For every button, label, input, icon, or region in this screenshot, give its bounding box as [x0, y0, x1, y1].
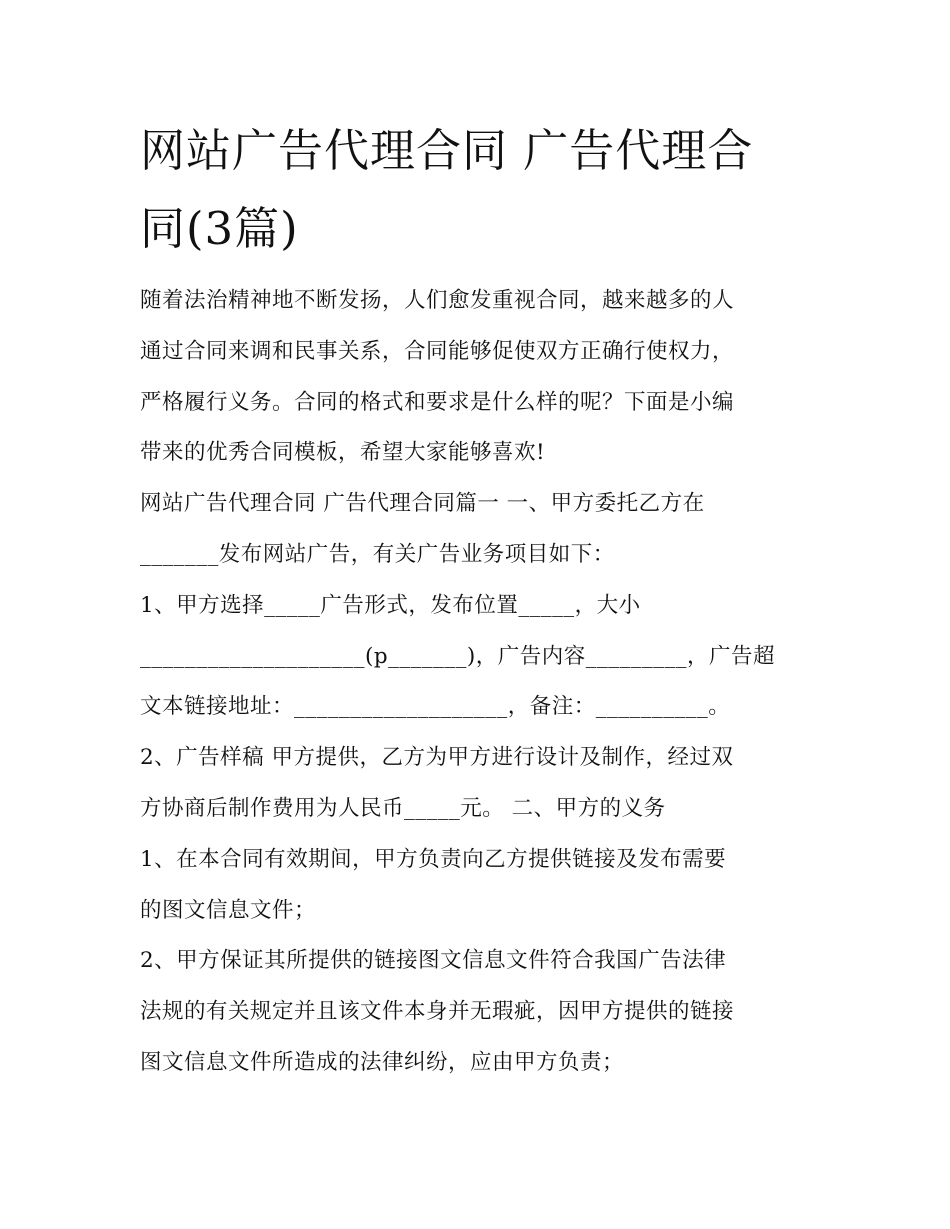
- title-line: 同(3篇): [140, 202, 299, 255]
- body-line: 严格履行义务。合同的格式和要求是什么样的呢？下面是小编: [140, 389, 735, 415]
- document-body: [140, 276, 830, 1089]
- body-line: 1、在本合同有效期间，甲方负责向乙方提供链接及发布需要: [140, 846, 727, 872]
- body-line: 法规的有关规定并且该文件本身并无瑕疵，因甲方提供的链接: [140, 999, 735, 1025]
- body-line: _______发布网站广告，有关广告业务项目如下：: [140, 541, 615, 567]
- body-line: 1、甲方选择_____广告形式，发布位置_____，大小: [140, 592, 641, 618]
- body-line: 的图文信息文件；: [140, 897, 317, 923]
- body-line: 方协商后制作费用为人民币_____元。 二、甲方的义务: [140, 795, 666, 821]
- body-line: 带来的优秀合同模板，希望大家能够喜欢!: [140, 440, 546, 466]
- body-line: 随着法治精神地不断发扬，人们愈发重视合同，越来越多的人: [140, 288, 735, 313]
- body-line: 文本链接地址：___________________，备注：__________。: [140, 694, 731, 720]
- body-line: 通过合同来调和民事关系，合同能够促使双方正确行使权力，: [140, 338, 735, 364]
- body-line: ____________________(p_______)，广告内容_________，广告超: [140, 643, 776, 669]
- body-line: 2、广告样稿 甲方提供，乙方为甲方进行设计及制作，经过双: [140, 745, 734, 771]
- document-title: [140, 112, 840, 268]
- body-line: 图文信息文件所造成的法律纠纷，应由甲方负责；: [140, 1049, 625, 1075]
- title-line: 网站广告代理合同 广告代理合: [140, 124, 754, 177]
- body-line: 2、甲方保证其所提供的链接图文信息文件符合我国广告法律: [140, 948, 727, 974]
- body-line: 网站广告代理合同 广告代理合同篇一 一、甲方委托乙方在: [140, 491, 705, 517]
